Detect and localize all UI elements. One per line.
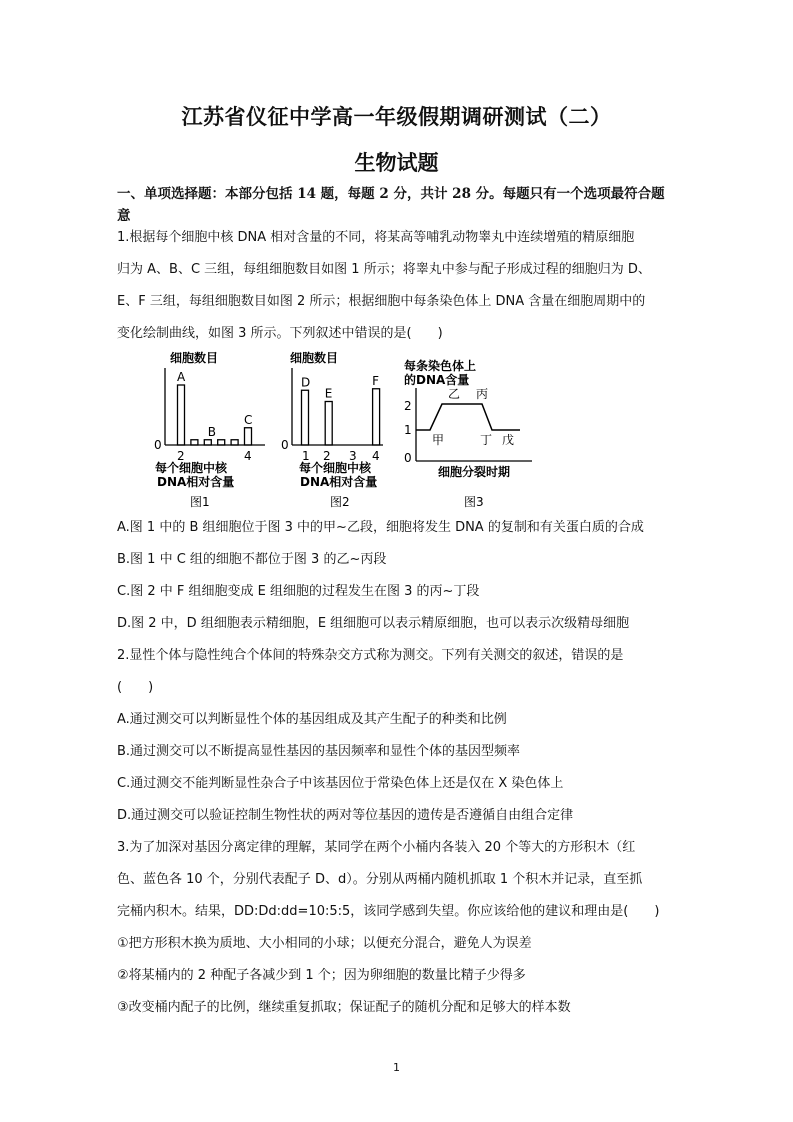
q1-option-c: C.图 2 中 F 组细胞变成 E 组细胞的过程发生在图 3 的丙~丁段	[117, 584, 480, 599]
fig2-tick-4: 4	[372, 449, 380, 463]
q3-line: 3.为了加深对基因分离定律的理解，某同学在两个小桶内各装入 20 个等大的方形积木（红	[117, 840, 636, 855]
bar-b	[191, 440, 198, 445]
q2-option-c: C.通过测交不能判断显性杂合子中该基因位于常染色体上还是仅在 X 染色体上	[117, 776, 564, 791]
q2-option-b: B.通过测交可以不断提高显性基因的基因频率和显性个体的基因型频率	[117, 744, 521, 759]
fig2-xlabel: 每个细胞中核	[299, 461, 372, 475]
bar-label-b: B	[207, 424, 217, 439]
fig3-stage-wu: 戊	[502, 433, 515, 447]
fig1-xlabel: 每个细胞中核	[155, 461, 228, 475]
fig3-xlabel: 细胞分裂时期	[438, 465, 511, 479]
q3-line: 色、蓝色各 10 个，分别代表配子 D、d）。分别从两桶内随机抓取 1 个积木并记录，直至抓	[117, 872, 643, 887]
fig2-caption: 图2	[330, 495, 350, 509]
fig2-ylabel: 细胞数目	[290, 351, 339, 365]
fig2-tick-3: 3	[349, 449, 357, 463]
q1-line: 归为 A、B、C 三组，每组细胞数目如图 1 所示；将睾丸中参与配子形成过程的细胞归为 D、	[117, 262, 651, 277]
fig1-tick-2: 2	[177, 449, 185, 463]
q1-option-d: D.图 2 中，D 组细胞表示精细胞，E 组细胞可以表示精原细胞，也可以表示次级精母细胞	[117, 616, 630, 631]
fig2-tick-2: 2	[323, 449, 331, 463]
figure-3	[398, 348, 538, 513]
fig3-stage-ding: 丁	[480, 433, 493, 447]
bar-d	[302, 390, 309, 445]
bar-b	[204, 440, 211, 445]
fig3-caption: 图3	[464, 495, 484, 509]
bar-label-c: C	[244, 412, 253, 427]
q1-option-a: A.图 1 中的 B 组细胞位于图 3 中的甲~乙段，细胞将发生 DNA 的复制和有关蛋白质的合成	[117, 520, 644, 535]
fig1-ylabel: 细胞数目	[170, 351, 219, 365]
q2-line: ( )	[117, 680, 154, 695]
fig3-ytick-0: 0	[404, 451, 412, 465]
bar-label-d: D	[301, 375, 311, 390]
bar-b	[231, 440, 238, 445]
fig3-ytick-1: 1	[404, 423, 412, 437]
q3-choice: ①把方形积木换为质地、大小相同的小球；以便充分混合，避免人为误差	[117, 936, 532, 951]
bar-f	[373, 389, 380, 445]
q1-option-b: B.图 1 中 C 组的细胞不都位于图 3 的乙~丙段	[117, 552, 387, 567]
fig2-tick-1: 1	[302, 449, 310, 463]
figure-2	[278, 348, 393, 513]
bar-b	[218, 440, 225, 445]
fig1-xlabel: DNA相对含量	[157, 475, 235, 489]
q1-line: 变化绘制曲线，如图 3 所示。下列叙述中错误的是( )	[117, 326, 443, 341]
fig3-stage-jia: 甲	[432, 433, 445, 447]
q3-choice: ③改变桶内配子的比例，继续重复抓取；保证配子的随机分配和足够大的样本数	[117, 1000, 571, 1015]
fig2-xlabel: DNA相对含量	[300, 475, 378, 489]
bar-label-a: A	[177, 370, 186, 384]
fig1-origin: 0	[154, 438, 162, 452]
bar-a	[178, 385, 185, 445]
exam-title: 江苏省仪征中学高一年级假期调研测试（二）	[181, 104, 612, 129]
fig1-tick-4: 4	[244, 449, 252, 463]
q2-option-a: A.通过测交可以判断显性个体的基因组成及其产生配子的种类和比例	[117, 712, 507, 727]
q3-choice: ②将某桶内的 2 种配子各减少到 1 个；因为卵细胞的数量比精子少得多	[117, 968, 526, 983]
fig3-ylabel: 每条染色体上	[404, 359, 477, 373]
fig1-caption: 图1	[190, 495, 210, 509]
fig3-ytick-2: 2	[404, 399, 412, 413]
page-number: 1	[393, 1061, 400, 1074]
bar-label-e: E	[324, 386, 333, 401]
fig3-ylabel: 的DNA含量	[404, 373, 470, 387]
bar-c	[245, 428, 252, 445]
fig3-stage-yi: 乙	[448, 387, 461, 401]
section-heading: 一、单项选择题：本部分包括 14 题，每题 2 分，共计 28 分。每题只有一个选项最符合题意	[117, 186, 665, 224]
q2-option-d: D.通过测交可以验证控制生物性状的两对等位基因的遗传是否遵循自由组合定律	[117, 808, 574, 823]
q2-line: 2.显性个体与隐性纯合个体间的特殊杂交方式称为测交。下列有关测交的叙述，错误的是	[117, 648, 624, 663]
exam-subtitle: 生物试题	[354, 150, 439, 175]
fig3-stage-bing: 丙	[476, 387, 489, 401]
bar-e	[325, 402, 332, 446]
figure-1	[140, 348, 275, 513]
fig2-origin: 0	[281, 438, 289, 452]
q1-line: 1.根据每个细胞中核 DNA 相对含量的不同，将某高等哺乳动物睾丸中连续增殖的精原细胞	[117, 230, 635, 245]
q1-line: E、F 三组，每组细胞数目如图 2 所示；根据细胞中每条染色体上 DNA 含量在细胞周期中的	[117, 294, 646, 309]
fig3-dna-curve	[416, 404, 520, 430]
q3-line: 完桶内积木。结果，DD:Dd:dd=10:5:5，该同学感到失望。你应该给他的建议和理由是( )	[117, 904, 660, 919]
bar-label-f: F	[372, 373, 380, 388]
